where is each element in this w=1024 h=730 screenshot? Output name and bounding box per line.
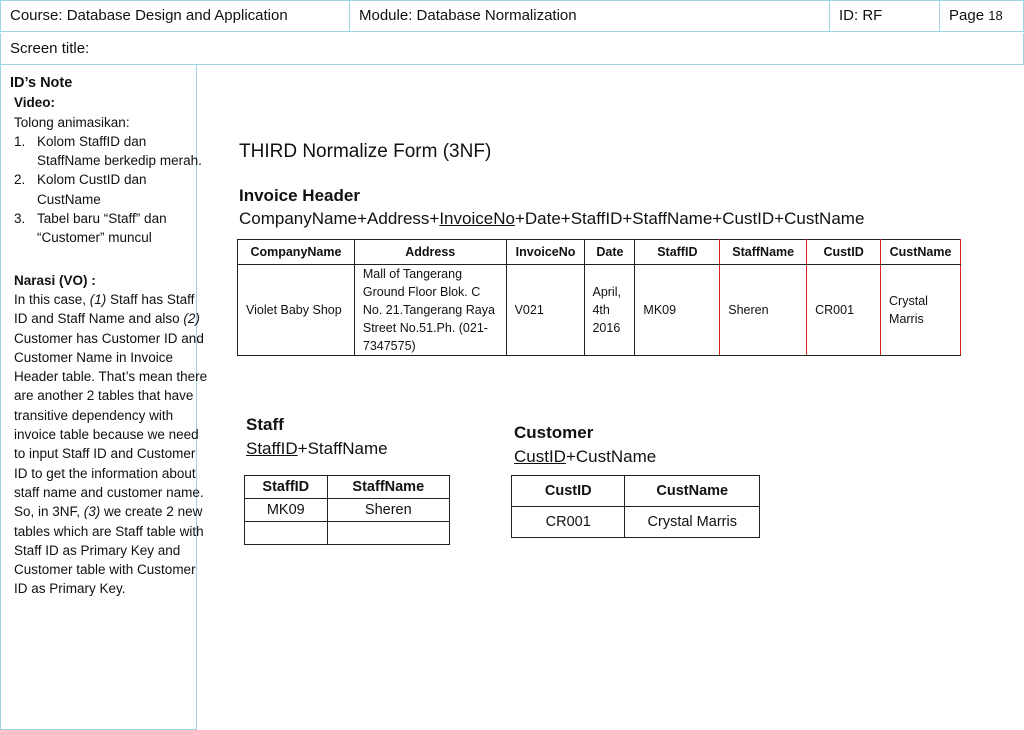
animation-list [14, 132, 211, 248]
customer-formula: CustID+CustName [514, 447, 657, 466]
id-label: ID: RF [829, 0, 940, 32]
list-item: 1. Kolom StaffID dan StaffName berkedip merah. [14, 133, 202, 169]
column-header: StaffName [720, 240, 807, 265]
video-label: Video: [14, 95, 56, 111]
page-label: Page [949, 7, 985, 24]
staff-table-label: Staff [246, 415, 284, 434]
table-header-row [512, 476, 760, 507]
invoice-formula: CompanyName+Address+InvoiceNo+Date+StaffID+StaffName+CustID+CustName [239, 209, 865, 228]
list-item: 3. Tabel baru “Staff” dan “Customer” muncul [14, 211, 167, 246]
table-cell: April, 4th 2016 [585, 265, 635, 356]
table-cell [245, 522, 328, 545]
table-cell: MK09 [245, 499, 328, 522]
customer-table-label: Customer [514, 423, 594, 442]
column-header: StaffID [635, 240, 720, 265]
page-title: THIRD Normalize Form (3NF) [239, 141, 492, 162]
page-indicator [939, 0, 1024, 32]
narasi-label: Narasi (VO) : [14, 272, 96, 288]
table-row [245, 522, 450, 545]
list-item: 2. Kolom CustID dan CustName [14, 172, 147, 207]
table-cell: Crystal Marris [625, 507, 760, 538]
table-cell: CR001 [807, 265, 881, 356]
customer-table [511, 475, 760, 538]
table-cell: Crystal Marris [881, 265, 961, 356]
invoice-header-label: Invoice Header [239, 186, 360, 205]
column-header: Address [354, 240, 506, 265]
column-header: CustName [625, 476, 760, 507]
invoice-header-table [237, 239, 961, 356]
column-header: CustName [881, 240, 961, 265]
narasi-text: In this case, (1) Staff has Staff ID and Staff Name and also (2) Customer has Customer ID and Customer Name in Invoice Header table. That’s mean there are another 2 tables that have transitive dependency with invoice table because we need to input Staff ID and Customer ID to get the information about staff name and customer name. So, in 3NF, (3) we create 2 new tables which are Staff table with Staff ID as Primary Key and Customer table with Customer ID as Primary Key. [14, 291, 208, 597]
column-header: StaffName [327, 476, 449, 499]
table-header-row [245, 476, 450, 499]
staff-table [244, 475, 450, 545]
page-number: 18 [988, 8, 1003, 23]
id-notes [11, 74, 211, 599]
table-cell: Sheren [720, 265, 807, 356]
table-cell: V021 [506, 265, 585, 356]
table-cell: CR001 [512, 507, 625, 538]
screen-title: Screen title: [0, 33, 1024, 65]
table-cell [327, 522, 449, 545]
notes-heading: ID’s Note [10, 75, 73, 91]
table-header-row [238, 240, 961, 265]
table-row [238, 265, 961, 356]
column-header: Date [585, 240, 635, 265]
column-header: StaffID [245, 476, 328, 499]
staff-formula: StaffID+StaffName [246, 439, 388, 458]
table-cell: MK09 [635, 265, 720, 356]
table-row [512, 507, 760, 538]
table-row [245, 499, 450, 522]
column-header: CompanyName [238, 240, 355, 265]
column-header: CustID [807, 240, 881, 265]
notes-intro: Tolong animasikan: [14, 114, 130, 130]
column-header: InvoiceNo [506, 240, 585, 265]
column-header: CustID [512, 476, 625, 507]
table-cell: Mall of Tangerang Ground Floor Blok. C No. 21.Tangerang Raya Street No.51.Ph. (021-7347575) [354, 265, 506, 356]
table-cell: Sheren [327, 499, 449, 522]
module-label: Module: Database Normalization [349, 0, 830, 32]
table-cell: Violet Baby Shop [238, 265, 355, 356]
course-label: Course: Database Design and Application [0, 0, 350, 32]
